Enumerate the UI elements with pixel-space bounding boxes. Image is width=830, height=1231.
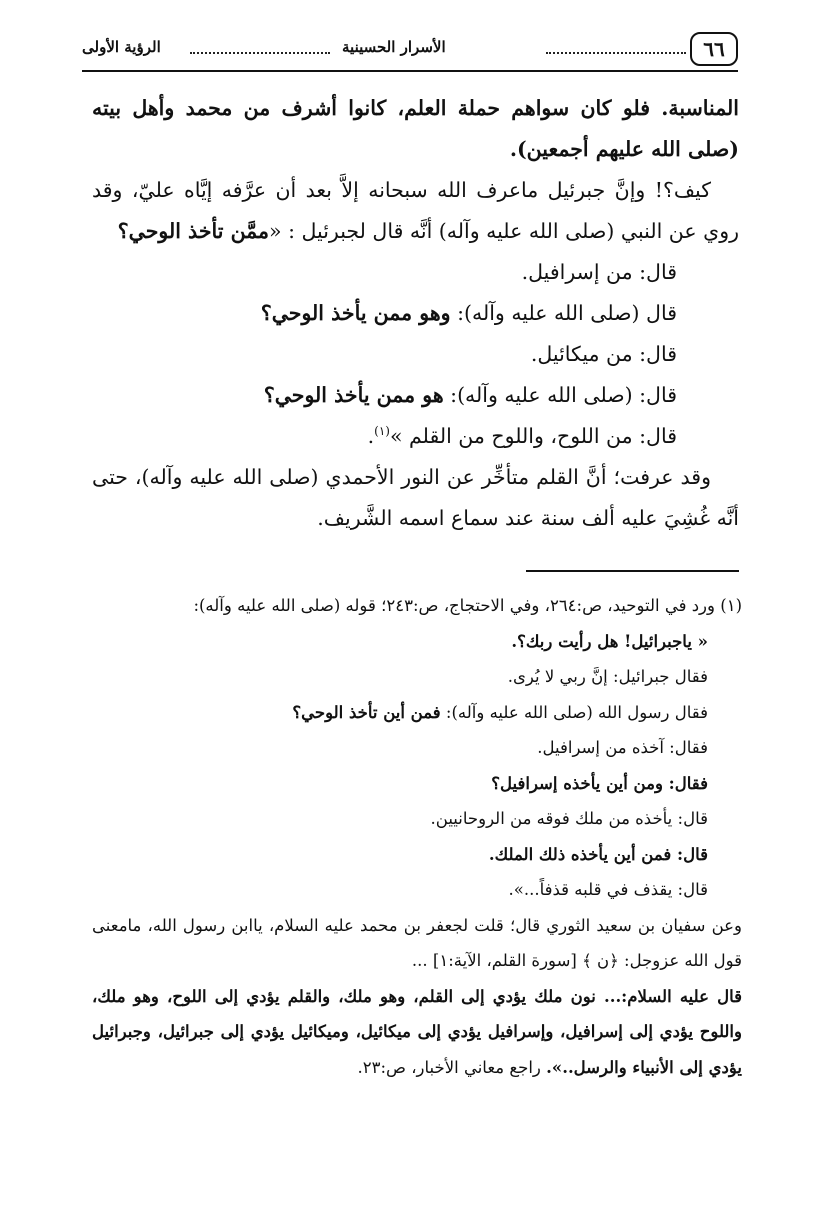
dialogue-line: [92, 334, 739, 375]
dialogue-text: .: [367, 424, 375, 448]
footnote-text: قال: يأخذه من ملك فوقه من الروحانيين.: [430, 809, 708, 828]
paragraph: [92, 170, 739, 252]
footnote-text: قال: يقذف في قلبه قذفاً...».: [508, 880, 708, 899]
dialogue-line: [92, 293, 739, 334]
footnote-line: [92, 695, 742, 731]
paragraph: [92, 88, 739, 170]
footnote-text: فقال: آخذه من إسرافيل.: [537, 738, 708, 757]
dialogue-line: [92, 375, 739, 416]
footnote-line: [92, 588, 742, 624]
dialogue-line: [92, 416, 739, 457]
header-rule: [82, 70, 738, 72]
page-number: ٦٦: [690, 32, 738, 66]
bold-quote: وهو ممن يأخذ الوحي؟: [260, 301, 451, 325]
paragraph: [92, 457, 739, 539]
footnote-text: (١) ورد في التوحيد، ص:٢٦٤، وفي الاحتجاج، ص:٢٤٣؛ قوله (صلى الله عليه وآله):: [193, 596, 742, 615]
footnote-line: [92, 979, 742, 1086]
footnote-ref: (١): [374, 424, 390, 439]
dialogue-text: قال: من ميكائيل.: [530, 342, 677, 366]
bold-quote: هو ممن يأخذ الوحي؟: [263, 383, 444, 407]
footnote-divider: [526, 570, 739, 572]
footnote-line: [92, 766, 742, 802]
dialogue-text: قال: من إسرافيل.: [521, 260, 677, 284]
book-title: الأسرار الحسينية: [342, 38, 446, 56]
footnote-text: فقال جبرائيل: إنَّ ربي لا يُرى.: [507, 667, 708, 686]
footnote-line: [92, 624, 742, 660]
bold-quote: فمن أين تأخذ الوحي؟: [292, 702, 441, 722]
leader-dots: [546, 52, 686, 54]
footnote-text: « ياجبرائيل! هل رأيت ربك؟.: [511, 631, 708, 651]
footnote-line: [92, 837, 742, 873]
paragraph-text: كيف؟! وإنَّ جبرئيل ماعرف الله سبحانه إلاَّ بعد أن عرَّفه إيَّاه عليّ، وقد روي عن النبي (صلى الله عليه وآله) أنَّه قال لجبرئيل : «: [92, 178, 739, 243]
paragraph-text: المناسبة. فلو كان سواهم حملة العلم، كانوا أشرف من محمد وأهل بيته (صلى الله عليهم أجمعين).: [92, 96, 739, 161]
footnote-text: فقال: ومن أين يأخذه إسرافيل؟: [491, 773, 708, 793]
section-title: الرؤية الأولى: [82, 38, 161, 56]
footnote-line: [92, 908, 742, 979]
footnote-text: فقال رسول الله (صلى الله عليه وآله):: [440, 702, 708, 722]
dialogue-text: قال: من اللوح، واللوح من القلم »: [389, 424, 677, 448]
footnote-line: [92, 801, 742, 837]
dialogue-text: قال: (صلى الله عليه وآله):: [443, 383, 677, 407]
footnote-text: راجع معاني الأخبار، ص:٢٣.: [357, 1057, 547, 1077]
leader-dots: [190, 52, 330, 54]
footnote: [92, 588, 742, 1085]
footnote-text: وعن سفيان بن سعيد الثوري قال؛ قلت لجعفر بن محمد عليه السلام، ياابن رسول الله، مامعنى قول الله عزوجل: ﴿ن ﴾ [سورة القلم، الآية:١] ...: [92, 915, 742, 970]
dialogue-text: قال (صلى الله عليه وآله):: [450, 301, 677, 325]
footnote-text: قال: فمن أين يأخذه ذلك الملك.: [488, 844, 708, 864]
bold-quote: ممَّن تأخذ الوحي؟: [117, 219, 270, 243]
page-header: [82, 30, 738, 70]
footnote-text: قال عليه السلام:... نون ملك يؤدي إلى القلم، وهو ملك، والقلم يؤدي إلى اللوح، وهو ملك، واللوح يؤدي إلى إسرافيل، وإسرافيل يؤدي إلى ميكائيل، وميكائيل يؤدي إلى جبرائيل، وجبرائيل يؤدي إلى الأنبياء والرسل..».: [92, 986, 742, 1077]
dialogue-line: [92, 252, 739, 293]
footnote-line: [92, 872, 742, 908]
paragraph-text: وقد عرفت؛ أنَّ القلم متأخِّر عن النور الأحمدي (صلى الله عليه وآله)، حتى أنَّه غُشِيَ عليه ألف سنة عند سماع اسمه الشَّريف.: [92, 465, 739, 530]
footnote-line: [92, 659, 742, 695]
footnote-line: [92, 730, 742, 766]
main-text: [92, 88, 739, 539]
